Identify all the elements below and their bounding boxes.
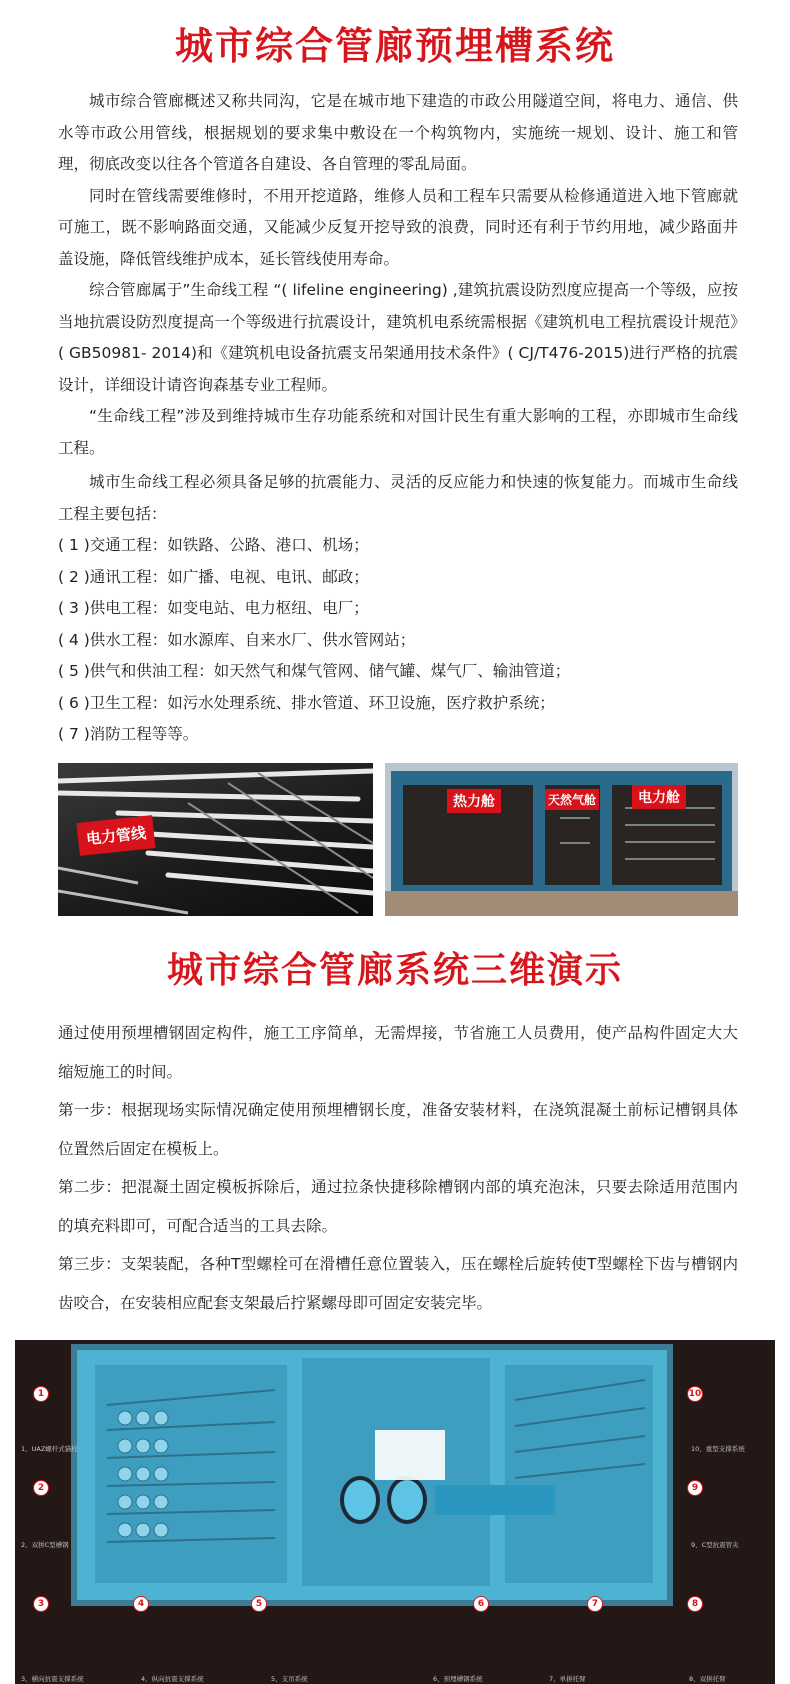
intro-paragraph: 城市生命线工程必须具备足够的抗震能力、灵活的反应能力和快速的恢复能力。而城市生命线工程主要包括： bbox=[58, 473, 738, 523]
marker: 4 bbox=[133, 1596, 149, 1612]
list-item: ( 2 )通讯工程：如广播、电视、电讯、邮政； bbox=[58, 567, 369, 586]
list-item: ( 5 )供气和供油工程：如天然气和煤气管网、储气罐、煤气厂、输油管道； bbox=[58, 662, 571, 680]
intro-paragraph: 同时在管线需要维修时，不用开挖道路，维修人员和工程车只需要从检修通道进入地下管廊就可施工，既不影响路面交通，又能减少反复开挖导致的浪费，同时还有利于节约用地，减少路面井盖设施，降低管线维护成本，延长管线使用寿命。 bbox=[58, 186, 738, 268]
part-caption: 8、双拼托臂 bbox=[689, 1675, 726, 1683]
intro-paragraph: 综合管廊属于”生命线工程 “( lifeline engineering) ,建筑抗震设防烈度应提高一个等级，应按当地抗震设防烈度提高一个等级进行抗震设计，建筑机电系统需根据《建筑机电工程抗震设计规范》( GB50981- 2014)和《建筑机电设备抗震支吊架通用技术条件》( CJ/T476-2015)进行严格的抗震设计，详细设计请咨询森基专业工程师。 bbox=[58, 281, 738, 394]
marker: 9 bbox=[687, 1480, 703, 1496]
list-item: ( 4 )供水工程：如水源库、自来水厂、供水管网站； bbox=[58, 630, 416, 649]
part-caption: 4、纵向抗震支撑系统 bbox=[141, 1675, 204, 1683]
steps-paragraph: 第二步：把混凝土固定模板拆除后，通过拉条快捷移除槽钢内部的填充泡沫，只要去除适用范围内的填充料即可，可配合适当的工具去除。 bbox=[58, 1178, 738, 1235]
part-caption: 10、重型支撑系统 bbox=[691, 1445, 745, 1453]
gallery-3d-diagram bbox=[15, 1340, 775, 1684]
power-line-label: 电力管线 bbox=[76, 815, 155, 856]
steps-text bbox=[58, 1014, 738, 1322]
marker: 10 bbox=[687, 1386, 703, 1402]
list-item: ( 3 )供电工程：如变电站、电力枢纽、电厂； bbox=[58, 599, 369, 617]
part-caption: 5、支吊系统 bbox=[271, 1675, 308, 1683]
cable-tray-photo bbox=[58, 763, 373, 916]
list-item: ( 7 )消防工程等等。 bbox=[58, 725, 199, 743]
lifeline-list bbox=[58, 530, 738, 751]
part-caption: 2、双拼C型槽钢 bbox=[21, 1541, 69, 1549]
intro-paragraph: “生命线工程”涉及到维持城市生存功能系统和对国计民生有重大影响的工程，亦即城市生命线工程。 bbox=[58, 407, 738, 457]
photo-row bbox=[58, 763, 738, 916]
gas-cabin-label: 天然气舱 bbox=[545, 789, 599, 810]
section2-title: 城市综合管廊系统三维演示 bbox=[166, 950, 623, 991]
steps-paragraph: 通过使用预埋槽钢固定构件，施工工序简单，无需焊接，节省施工人员费用，使产品构件固定大大缩短施工的时间。 bbox=[58, 1024, 738, 1081]
steps-paragraph: 第一步：根据现场实际情况确定使用预埋槽钢长度，准备安装材料，在浇筑混凝土前标记槽钢具体位置然后固定在模板上。 bbox=[58, 1101, 738, 1158]
part-caption: 6、预埋槽钢系统 bbox=[433, 1675, 483, 1683]
power-cabin-label: 电力舱 bbox=[632, 785, 686, 809]
marker: 5 bbox=[251, 1596, 267, 1612]
heat-cabin-label: 热力舱 bbox=[447, 789, 501, 813]
intro-paragraph: 城市综合管廊概述又称共同沟，它是在城市地下建造的市政公用隧道空间，将电力、通信、供水等市政公用管线，根据规划的要求集中敷设在一个构筑物内，实施统一规划、设计、施工和管理，彻底改变以往各个管道各自建设、各自管理的零乱局面。 bbox=[58, 92, 738, 173]
list-item: ( 1 )交通工程：如铁路、公路、港口、机场； bbox=[58, 536, 369, 554]
marker: 8 bbox=[687, 1596, 703, 1612]
intro-text bbox=[58, 86, 738, 751]
part-caption: 1、UAZ螺杆式锚栓 bbox=[21, 1445, 78, 1453]
marker: 1 bbox=[33, 1386, 49, 1402]
section1-title: 城市综合管廊预埋槽系统 bbox=[174, 24, 615, 68]
part-caption: 7、单拼托臂 bbox=[549, 1675, 586, 1683]
marker: 2 bbox=[33, 1480, 49, 1496]
list-item: ( 6 )卫生工程：如污水处理系统、排水管道、环卫设施，医疗救护系统； bbox=[58, 693, 555, 712]
steps-paragraph: 第三步：支架装配，各种T型螺栓可在滑槽任意位置装入，压在螺栓后旋转使T型螺栓下齿与槽钢内齿咬合，在安装相应配套支架最后拧紧螺母即可固定安装完毕。 bbox=[58, 1255, 738, 1312]
tunnel-photo bbox=[385, 763, 738, 916]
marker: 6 bbox=[473, 1596, 489, 1612]
marker: 3 bbox=[33, 1596, 49, 1612]
marker: 7 bbox=[587, 1596, 603, 1612]
part-caption: 9、C型抗震管夹 bbox=[691, 1541, 739, 1549]
gallery-illustration bbox=[15, 1340, 775, 1684]
part-caption: 3、横向抗震支撑系统 bbox=[21, 1675, 84, 1683]
